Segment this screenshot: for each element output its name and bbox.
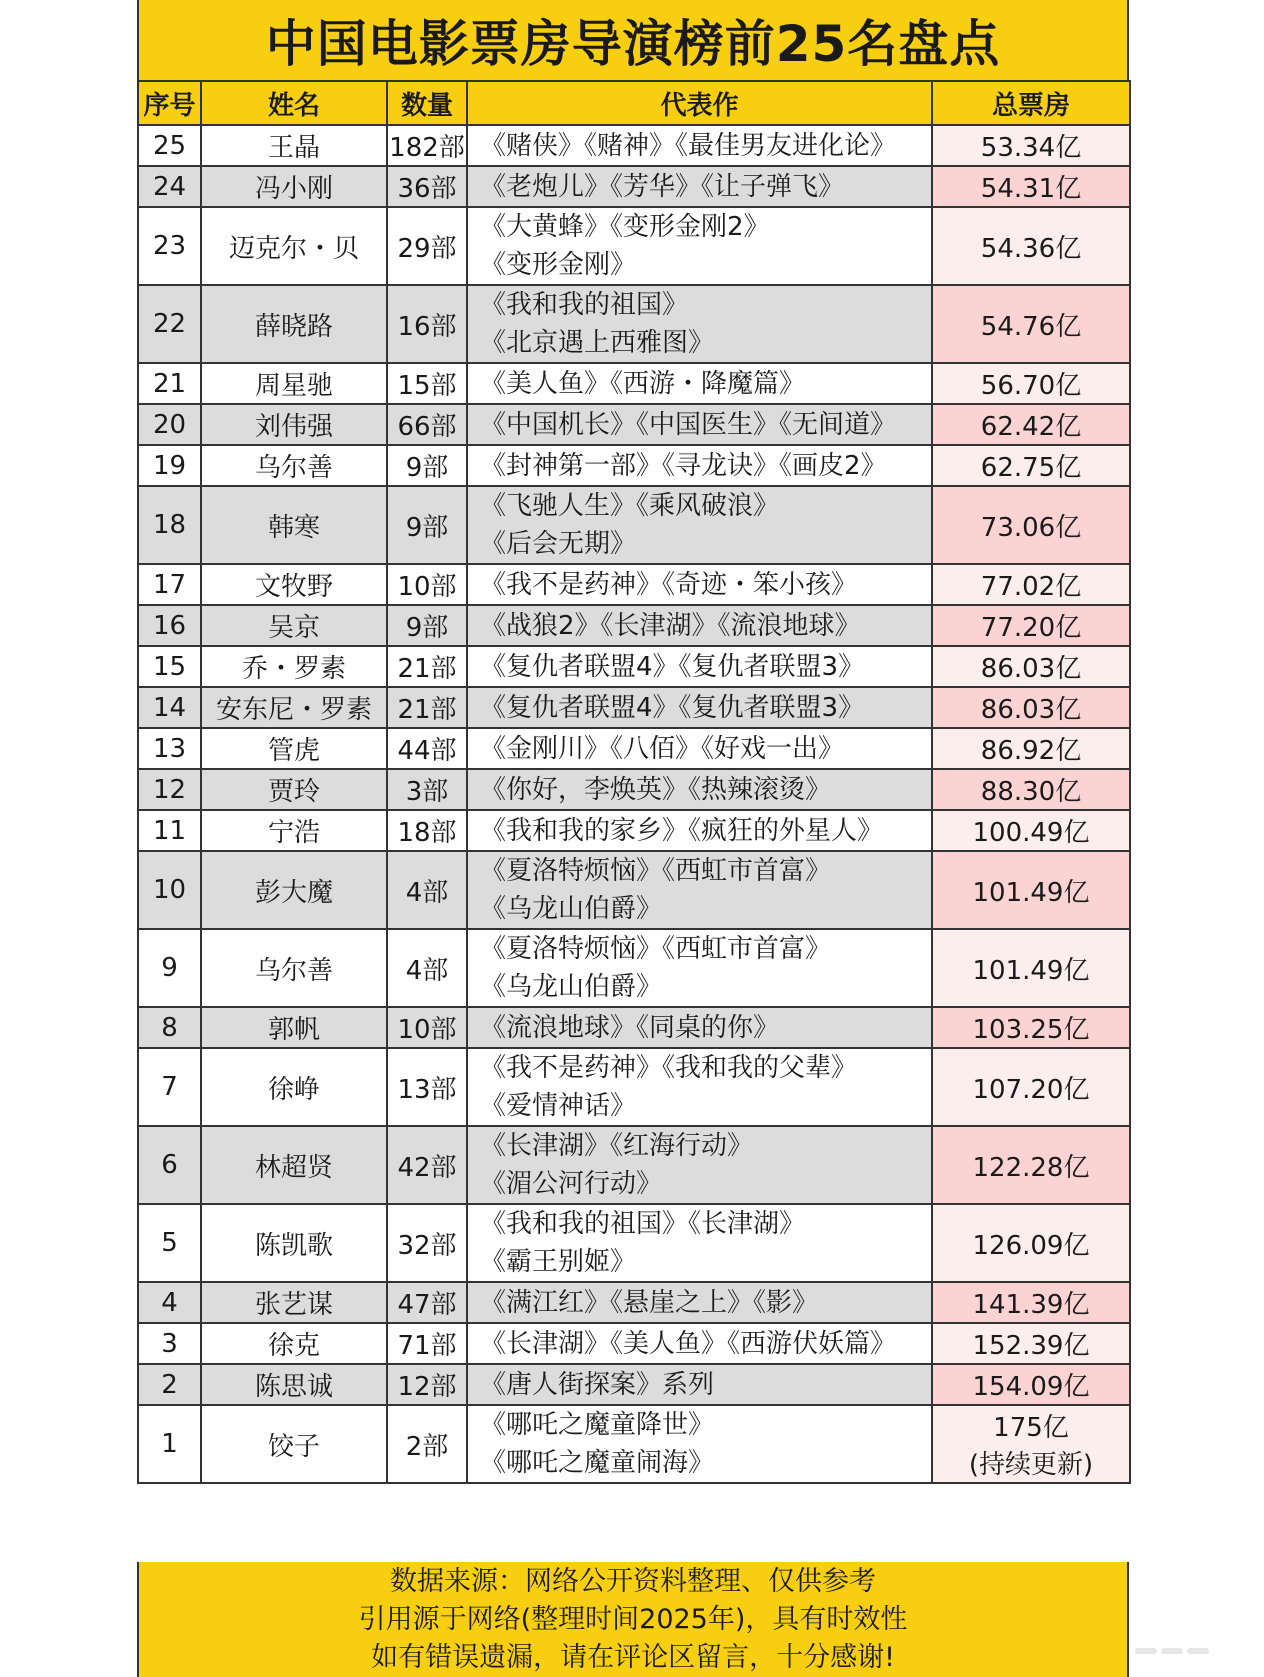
work-line: 《湄公河行动》 bbox=[480, 1169, 663, 1199]
work-line: 《爱情神话》 bbox=[480, 1091, 637, 1121]
director-name-cell: 林超贤 bbox=[201, 1126, 387, 1204]
representative-works-cell bbox=[467, 125, 932, 166]
director-name-cell: 徐克 bbox=[201, 1323, 387, 1364]
rank-cell: 16 bbox=[138, 605, 201, 646]
film-count-cell: 12部 bbox=[387, 1364, 467, 1405]
representative-works-cell bbox=[467, 1323, 932, 1364]
film-count-cell: 2部 bbox=[387, 1405, 467, 1483]
box-office-value: 101.49亿 bbox=[972, 955, 1090, 986]
rank-cell: 10 bbox=[138, 851, 201, 929]
representative-works-cell bbox=[467, 207, 932, 285]
table-row bbox=[138, 166, 1130, 207]
film-count-cell: 42部 bbox=[387, 1126, 467, 1204]
table-row bbox=[138, 728, 1130, 769]
footer-line-timeliness: 引用源于网络(整理时间2025年)，具有时效性 bbox=[358, 1603, 908, 1635]
box-office-value: 103.25亿 bbox=[972, 1015, 1090, 1045]
representative-works-cell bbox=[467, 445, 932, 486]
director-name-cell: 薛晓路 bbox=[201, 285, 387, 363]
director-name-cell: 冯小刚 bbox=[201, 166, 387, 207]
rank-cell: 15 bbox=[138, 646, 201, 687]
rank-cell: 6 bbox=[138, 1126, 201, 1204]
box-office-value: 54.76亿 bbox=[980, 311, 1082, 342]
table-header-row bbox=[138, 81, 1130, 125]
rank-cell: 2 bbox=[138, 1364, 201, 1405]
table-row bbox=[138, 1048, 1130, 1126]
table-row bbox=[138, 404, 1130, 445]
title-bar bbox=[137, 0, 1129, 80]
representative-works-cell bbox=[467, 1364, 932, 1405]
box-office-cell bbox=[932, 207, 1130, 285]
header-count: 数量 bbox=[387, 81, 467, 125]
rank-cell: 21 bbox=[138, 363, 201, 404]
film-count-cell: 15部 bbox=[387, 363, 467, 404]
director-name-cell: 王晶 bbox=[201, 125, 387, 166]
table-row bbox=[138, 1126, 1130, 1204]
rank-cell: 4 bbox=[138, 1282, 201, 1323]
box-office-cell bbox=[932, 445, 1130, 486]
representative-works-cell bbox=[467, 728, 932, 769]
table-row bbox=[138, 1364, 1130, 1405]
work-line: 《唐人街探案》系列 bbox=[480, 1369, 715, 1400]
work-line: 《金刚川》《八佰》《好戏一出》 bbox=[480, 733, 845, 764]
header-rank: 序号 bbox=[138, 81, 201, 125]
table-row bbox=[138, 1282, 1130, 1323]
film-count-cell: 16部 bbox=[387, 285, 467, 363]
rank-cell: 24 bbox=[138, 166, 201, 207]
header-name: 姓名 bbox=[201, 81, 387, 125]
director-name-cell: 文牧野 bbox=[201, 564, 387, 605]
rank-cell: 25 bbox=[138, 125, 201, 166]
film-count-cell: 9部 bbox=[387, 445, 467, 486]
film-count-cell: 10部 bbox=[387, 1007, 467, 1048]
table-row bbox=[138, 810, 1130, 851]
film-count-cell: 21部 bbox=[387, 687, 467, 728]
box-office-cell bbox=[932, 285, 1130, 363]
work-line: 《赌侠》《赌神》《最佳男友进化论》 bbox=[480, 130, 897, 161]
rank-cell: 18 bbox=[138, 486, 201, 564]
box-office-value: 101.49亿 bbox=[972, 877, 1090, 908]
footer-line-feedback: 如有错误遗漏，请在评论区留言，十分感谢! bbox=[371, 1641, 895, 1673]
watermark bbox=[1135, 1648, 1209, 1654]
box-office-cell bbox=[932, 1405, 1130, 1483]
director-name-cell: 乌尔善 bbox=[201, 445, 387, 486]
box-office-cell bbox=[932, 646, 1130, 687]
box-office-value: 122.28亿 bbox=[972, 1152, 1090, 1183]
representative-works-cell bbox=[467, 851, 932, 929]
director-name-cell: 饺子 bbox=[201, 1405, 387, 1483]
work-line: 《我和我的祖国》《长津湖》 bbox=[480, 1209, 806, 1239]
table-row bbox=[138, 605, 1130, 646]
box-office-value: 73.06亿 bbox=[980, 512, 1082, 543]
director-name-cell: 周星驰 bbox=[201, 363, 387, 404]
box-office-value: 126.09亿 bbox=[972, 1230, 1090, 1261]
table-row bbox=[138, 125, 1130, 166]
representative-works-cell bbox=[467, 1282, 932, 1323]
director-name-cell: 迈克尔・贝 bbox=[201, 207, 387, 285]
representative-works-cell bbox=[467, 929, 932, 1007]
work-line: 《我不是药神》《我和我的父辈》 bbox=[480, 1053, 858, 1083]
director-name-cell: 韩寒 bbox=[201, 486, 387, 564]
director-name-cell: 张艺谋 bbox=[201, 1282, 387, 1323]
representative-works-cell bbox=[467, 687, 932, 728]
box-office-cell bbox=[932, 404, 1130, 445]
table-row bbox=[138, 851, 1130, 929]
box-office-value: 86.03亿 bbox=[980, 695, 1082, 725]
work-line: 《你好，李焕英》《热辣滚烫》 bbox=[480, 774, 832, 805]
work-line: 《我和我的祖国》 bbox=[480, 290, 689, 320]
director-name-cell: 吴京 bbox=[201, 605, 387, 646]
box-office-value: 54.36亿 bbox=[980, 233, 1082, 264]
rank-cell: 13 bbox=[138, 728, 201, 769]
table-row bbox=[138, 769, 1130, 810]
box-office-cell bbox=[932, 166, 1130, 207]
box-office-cell bbox=[932, 1007, 1130, 1048]
film-count-cell: 44部 bbox=[387, 728, 467, 769]
box-office-cell bbox=[932, 769, 1130, 810]
representative-works-cell bbox=[467, 166, 932, 207]
film-count-cell: 21部 bbox=[387, 646, 467, 687]
work-line: 《夏洛特烦恼》《西虹市首富》 bbox=[480, 934, 832, 964]
table-row bbox=[138, 564, 1130, 605]
director-name-cell: 彭大魔 bbox=[201, 851, 387, 929]
work-line: 《夏洛特烦恼》《西虹市首富》 bbox=[480, 856, 832, 886]
box-office-cell bbox=[932, 810, 1130, 851]
ranking-poster bbox=[137, 0, 1129, 1677]
box-office-value: 86.92亿 bbox=[980, 736, 1082, 766]
table-row bbox=[138, 1405, 1130, 1483]
box-office-value: 100.49亿 bbox=[972, 818, 1090, 848]
work-line: 《霸王别姬》 bbox=[480, 1247, 637, 1277]
box-office-cell bbox=[932, 728, 1130, 769]
work-line: 《乌龙山伯爵》 bbox=[480, 894, 663, 924]
work-line: 《北京遇上西雅图》 bbox=[480, 328, 715, 358]
box-office-cell bbox=[932, 125, 1130, 166]
box-office-cell bbox=[932, 687, 1130, 728]
box-office-value: 77.02亿 bbox=[980, 572, 1082, 602]
box-office-value: 175亿 bbox=[993, 1413, 1069, 1443]
representative-works-cell bbox=[467, 605, 932, 646]
rank-cell: 7 bbox=[138, 1048, 201, 1126]
work-line: 《我和我的家乡》《疯狂的外星人》 bbox=[480, 815, 884, 846]
header-box-office: 总票房 bbox=[932, 81, 1130, 125]
footer-note bbox=[137, 1562, 1129, 1677]
film-count-cell: 9部 bbox=[387, 486, 467, 564]
box-office-cell bbox=[932, 1364, 1130, 1405]
rank-cell: 17 bbox=[138, 564, 201, 605]
work-line: 《中国机长》《中国医生》《无间道》 bbox=[480, 409, 897, 440]
representative-works-cell bbox=[467, 1007, 932, 1048]
work-line: 《流浪地球》《同桌的你》 bbox=[480, 1012, 780, 1043]
box-office-cell bbox=[932, 363, 1130, 404]
table-row bbox=[138, 929, 1130, 1007]
table-body bbox=[138, 125, 1130, 1483]
rank-cell: 19 bbox=[138, 445, 201, 486]
box-office-value: 154.09亿 bbox=[972, 1372, 1090, 1402]
work-line: 《长津湖》《美人鱼》《西游伏妖篇》 bbox=[480, 1328, 897, 1359]
work-line: 《哪吒之魔童降世》 bbox=[480, 1410, 715, 1440]
film-count-cell: 32部 bbox=[387, 1204, 467, 1282]
rank-cell: 8 bbox=[138, 1007, 201, 1048]
box-office-cell bbox=[932, 605, 1130, 646]
table-row bbox=[138, 363, 1130, 404]
representative-works-cell bbox=[467, 1048, 932, 1126]
table-row bbox=[138, 207, 1130, 285]
box-office-value: 86.03亿 bbox=[980, 654, 1082, 684]
director-name-cell: 管虎 bbox=[201, 728, 387, 769]
box-office-value: 141.39亿 bbox=[972, 1290, 1090, 1320]
ranking-table bbox=[137, 80, 1131, 1484]
box-office-cell bbox=[932, 1048, 1130, 1126]
box-office-note: (持续更新) bbox=[968, 1450, 1094, 1480]
work-line: 《大黄蜂》《变形金刚2》 bbox=[480, 212, 770, 242]
box-office-cell bbox=[932, 1126, 1130, 1204]
work-line: 《战狼2》《长津湖》《流浪地球》 bbox=[480, 610, 861, 641]
box-office-value: 88.30亿 bbox=[980, 777, 1082, 807]
box-office-cell bbox=[932, 1323, 1130, 1364]
box-office-value: 53.34亿 bbox=[980, 133, 1082, 163]
box-office-cell bbox=[932, 1282, 1130, 1323]
box-office-cell bbox=[932, 486, 1130, 564]
box-office-cell bbox=[932, 1204, 1130, 1282]
work-line: 《美人鱼》《西游・降魔篇》 bbox=[480, 368, 806, 399]
table-row bbox=[138, 1007, 1130, 1048]
work-line: 《哪吒之魔童闹海》 bbox=[480, 1448, 715, 1478]
representative-works-cell bbox=[467, 769, 932, 810]
rank-cell: 9 bbox=[138, 929, 201, 1007]
film-count-cell: 36部 bbox=[387, 166, 467, 207]
director-name-cell: 宁浩 bbox=[201, 810, 387, 851]
work-line: 《我不是药神》《奇迹・笨小孩》 bbox=[480, 569, 858, 600]
box-office-value: 56.70亿 bbox=[980, 371, 1082, 401]
film-count-cell: 4部 bbox=[387, 929, 467, 1007]
film-count-cell: 29部 bbox=[387, 207, 467, 285]
film-count-cell: 71部 bbox=[387, 1323, 467, 1364]
representative-works-cell bbox=[467, 564, 932, 605]
film-count-cell: 18部 bbox=[387, 810, 467, 851]
box-office-value: 62.42亿 bbox=[980, 412, 1082, 442]
film-count-cell: 3部 bbox=[387, 769, 467, 810]
work-line: 《长津湖》《红海行动》 bbox=[480, 1131, 754, 1161]
film-count-cell: 182部 bbox=[387, 125, 467, 166]
representative-works-cell bbox=[467, 404, 932, 445]
director-name-cell: 乌尔善 bbox=[201, 929, 387, 1007]
box-office-cell bbox=[932, 564, 1130, 605]
table-row bbox=[138, 1204, 1130, 1282]
director-name-cell: 郭帆 bbox=[201, 1007, 387, 1048]
box-office-cell bbox=[932, 929, 1130, 1007]
work-line: 《乌龙山伯爵》 bbox=[480, 972, 663, 1002]
representative-works-cell bbox=[467, 363, 932, 404]
box-office-value: 77.20亿 bbox=[980, 613, 1082, 643]
table-row bbox=[138, 1323, 1130, 1364]
table-row bbox=[138, 285, 1130, 363]
director-name-cell: 陈凯歌 bbox=[201, 1204, 387, 1282]
film-count-cell: 13部 bbox=[387, 1048, 467, 1126]
director-name-cell: 贾玲 bbox=[201, 769, 387, 810]
page-title: 中国电影票房导演榜前25名盘点 bbox=[265, 15, 1001, 73]
work-line: 《飞驰人生》《乘风破浪》 bbox=[480, 491, 780, 521]
footer-line-source: 数据来源：网络公开资料整理、仅供参考 bbox=[390, 1565, 876, 1597]
director-name-cell: 徐峥 bbox=[201, 1048, 387, 1126]
header-works: 代表作 bbox=[467, 81, 932, 125]
representative-works-cell bbox=[467, 486, 932, 564]
rank-cell: 14 bbox=[138, 687, 201, 728]
box-office-value: 107.20亿 bbox=[972, 1074, 1090, 1105]
box-office-value: 54.31亿 bbox=[980, 174, 1082, 204]
work-line: 《后会无期》 bbox=[480, 529, 637, 559]
film-count-cell: 10部 bbox=[387, 564, 467, 605]
director-name-cell: 安东尼・罗素 bbox=[201, 687, 387, 728]
rank-cell: 20 bbox=[138, 404, 201, 445]
rank-cell: 3 bbox=[138, 1323, 201, 1364]
director-name-cell: 刘伟强 bbox=[201, 404, 387, 445]
table-row bbox=[138, 646, 1130, 687]
representative-works-cell bbox=[467, 810, 932, 851]
work-line: 《变形金刚》 bbox=[480, 250, 637, 280]
rank-cell: 1 bbox=[138, 1405, 201, 1483]
table-row bbox=[138, 687, 1130, 728]
representative-works-cell bbox=[467, 1405, 932, 1483]
film-count-cell: 66部 bbox=[387, 404, 467, 445]
box-office-value: 152.39亿 bbox=[972, 1331, 1090, 1361]
box-office-value: 62.75亿 bbox=[980, 453, 1082, 483]
representative-works-cell bbox=[467, 285, 932, 363]
table-row bbox=[138, 486, 1130, 564]
film-count-cell: 9部 bbox=[387, 605, 467, 646]
work-line: 《复仇者联盟4》《复仇者联盟3》 bbox=[480, 692, 865, 723]
film-count-cell: 4部 bbox=[387, 851, 467, 929]
rank-cell: 22 bbox=[138, 285, 201, 363]
work-line: 《满江红》《悬崖之上》《影》 bbox=[480, 1287, 819, 1318]
rank-cell: 12 bbox=[138, 769, 201, 810]
rank-cell: 23 bbox=[138, 207, 201, 285]
rank-cell: 11 bbox=[138, 810, 201, 851]
representative-works-cell bbox=[467, 1126, 932, 1204]
box-office-cell bbox=[932, 851, 1130, 929]
work-line: 《老炮儿》《芳华》《让子弹飞》 bbox=[480, 171, 845, 202]
rank-cell: 5 bbox=[138, 1204, 201, 1282]
film-count-cell: 47部 bbox=[387, 1282, 467, 1323]
work-line: 《复仇者联盟4》《复仇者联盟3》 bbox=[480, 651, 865, 682]
representative-works-cell bbox=[467, 1204, 932, 1282]
table-row bbox=[138, 445, 1130, 486]
work-line: 《封神第一部》《寻龙诀》《画皮2》 bbox=[480, 450, 887, 481]
representative-works-cell bbox=[467, 646, 932, 687]
director-name-cell: 陈思诚 bbox=[201, 1364, 387, 1405]
director-name-cell: 乔・罗素 bbox=[201, 646, 387, 687]
